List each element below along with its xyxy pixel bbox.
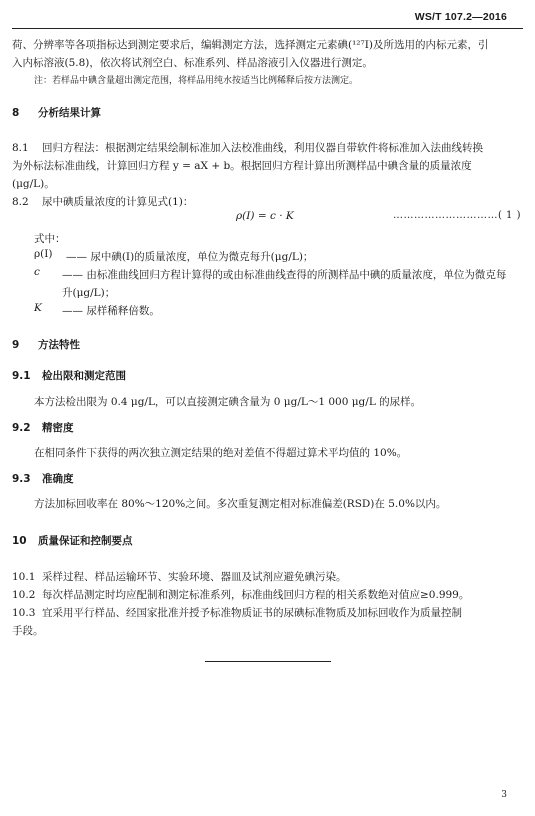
clause-9-3-number: 9.3 <box>12 473 31 485</box>
intro-note: 注：若样品中碘含量超出测定范围，将样品用纯水按适当比例稀释后按方法测定。 <box>34 76 359 86</box>
section-8-number: 8 <box>12 107 20 119</box>
standard-code: WS/T 107.2—2016 <box>414 11 507 23</box>
section-8-title: 分析结果计算 <box>38 107 101 119</box>
def-symbol-k: K <box>34 302 42 314</box>
formula-1: ρ(I) = c · K <box>236 210 294 222</box>
end-rule <box>205 661 331 662</box>
clause-9-2-heading <box>12 419 522 437</box>
clause-9-3-text: 方法加标回收率在 80%～120%之间。多次重复测定相对标准偏差(RSD)在 5.0%以内。 <box>34 498 447 510</box>
section-9-number: 9 <box>12 339 20 351</box>
def-text-c: —— 由标准曲线回归方程计算得的或由标准曲线查得的所测样品中碘的质量浓度，单位为微克每升(μg/L)； <box>62 269 507 299</box>
section-9-title: 方法特性 <box>38 339 80 351</box>
def-symbol-rho: ρ(I) <box>34 248 53 260</box>
clause-10-3 <box>12 604 522 622</box>
clause-10-1-number: 10.1 <box>12 571 36 583</box>
clause-10-1-text: 采样过程、样品运输环节、实验环境、器皿及试剂应避免碘污染。 <box>42 571 347 583</box>
intro-line-1: 荷、分辨率等各项指标达到测定要求后，编辑测定方法，选择测定元素碘(¹²⁷I)及所选用的内标元素，引 <box>12 39 489 51</box>
equation-number: …………………………( 1 ) <box>392 210 521 221</box>
intro-line-2: 入内标溶液(5.8)，依次将试剂空白、标准系列、样品溶液引入仪器进行测定。 <box>12 57 373 69</box>
clause-10-1 <box>12 568 522 586</box>
header-rule <box>12 28 523 29</box>
section-9-heading <box>12 336 522 354</box>
clause-9-3-title: 准确度 <box>42 473 74 485</box>
def-text-k: —— 尿样稀释倍数。 <box>62 305 160 317</box>
clause-10-3-continuation: 手段。 <box>12 625 44 637</box>
clause-8-2 <box>12 193 522 211</box>
clause-9-1-number: 9.1 <box>12 370 31 382</box>
clause-9-2-number: 9.2 <box>12 422 31 434</box>
clause-8-1-text-1: 回归方程法：根据测定结果绘制标准加入法校准曲线，利用仪器自带软件将标准加入法曲线转换 <box>42 142 483 154</box>
section-8-heading <box>12 104 522 122</box>
clause-9-2-title: 精密度 <box>42 422 74 434</box>
clause-10-2-text: 每次样品测定时均应配制和测定标准系列，标准曲线回归方程的相关系数绝对值应≥0.999。 <box>42 589 470 601</box>
clause-10-2-number: 10.2 <box>12 589 36 601</box>
section-10-number: 10 <box>12 535 27 547</box>
clause-9-1-title: 检出限和测定范围 <box>42 370 126 382</box>
section-10-heading <box>12 532 522 550</box>
clause-8-2-number: 8.2 <box>12 196 29 208</box>
def-symbol-c: c <box>34 266 40 278</box>
clause-8-1-line-2: 为外标法标准曲线，计算回归方程 y = aX + b。根据回归方程计算出所测样品中碘含量的质量浓度 <box>12 160 472 172</box>
clause-9-1-text: 本方法检出限为 0.4 μg/L，可以直接测定碘含量为 0 μg/L～1 000 μg/L 的尿样。 <box>34 396 422 408</box>
clause-9-1-heading <box>12 367 522 385</box>
page-number: 3 <box>501 790 507 800</box>
where-label: 式中： <box>34 233 66 245</box>
clause-10-3-text: 宜采用平行样品、经国家批准并授予标准物质证书的尿碘标准物质及加标回收作为质量控制 <box>42 607 462 619</box>
clause-8-1-line-3: (μg/L)。 <box>12 178 55 190</box>
section-10-title: 质量保证和控制要点 <box>38 535 133 547</box>
def-text-rho: —— 尿中碘(I)的质量浓度，单位为微克每升(μg/L)； <box>66 251 314 263</box>
clause-9-3-heading <box>12 470 522 488</box>
clause-10-2 <box>12 586 522 604</box>
clause-8-2-text: 尿中碘质量浓度的计算见式(1)： <box>42 196 194 208</box>
clause-8-1-number: 8.1 <box>12 142 29 154</box>
clause-9-2-text: 在相同条件下获得的两次独立测定结果的绝对差值不得超过算术平均值的 10%。 <box>34 447 408 459</box>
clause-8-1-line-1 <box>12 139 522 157</box>
clause-10-3-number: 10.3 <box>12 607 36 619</box>
